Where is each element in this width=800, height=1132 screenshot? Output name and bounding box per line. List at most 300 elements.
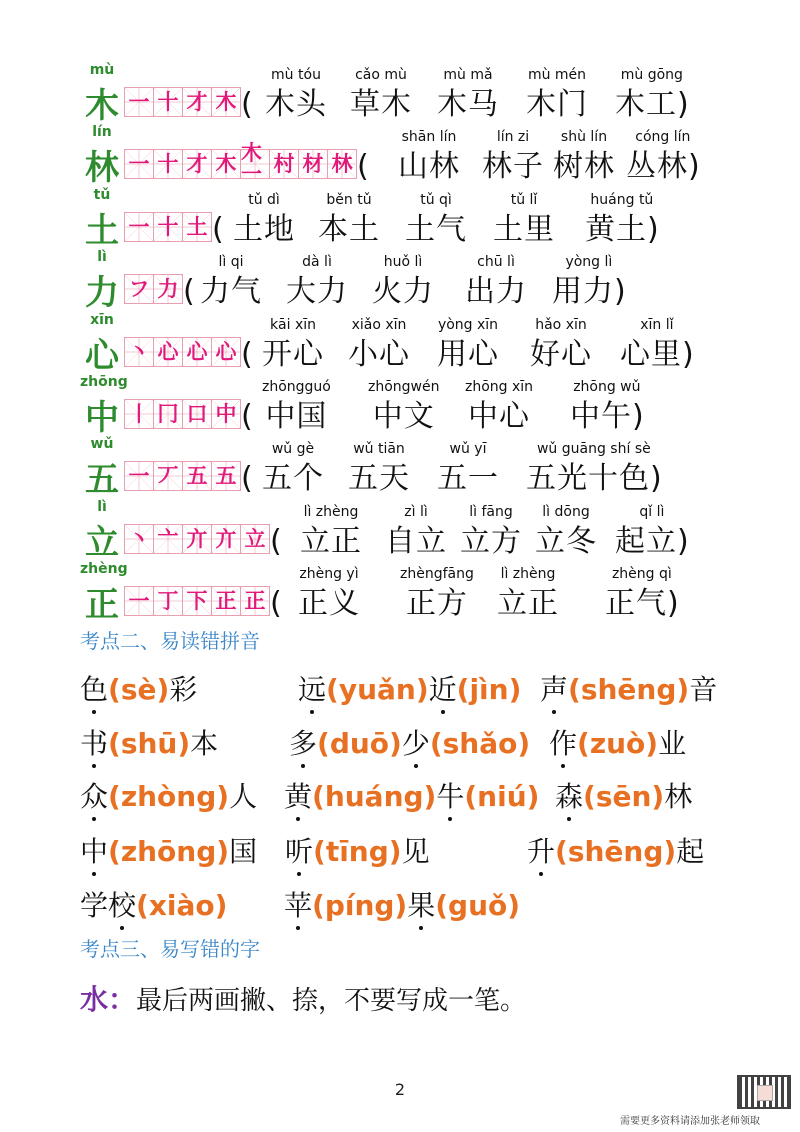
- stroke-step: 心: [186, 339, 208, 364]
- stroke-cell: [182, 586, 212, 616]
- stroke-step: 村: [273, 151, 295, 176]
- pinyin-annotation: (zuò): [577, 727, 659, 760]
- word-entry: [497, 562, 559, 624]
- word-pinyin: kāi xīn: [269, 317, 317, 333]
- pinyin-item: [80, 668, 197, 712]
- word-entry: [615, 500, 689, 562]
- main-char: 心: [85, 336, 119, 376]
- stroke-step: 立: [244, 526, 266, 551]
- word-entry: [286, 250, 348, 312]
- stroke-order-grid: [124, 461, 240, 493]
- word-pinyin: zhōng wǔ: [573, 379, 641, 395]
- word-pinyin: dà lì: [302, 254, 332, 270]
- pinyin-annotation: (shēng): [568, 673, 690, 706]
- word-entry: [437, 437, 499, 499]
- footer-note: 需要更多资料请添加张老师领取: [620, 1116, 760, 1127]
- stroke-step: 材: [302, 151, 324, 176]
- word-pinyin: lì fāng: [469, 504, 513, 520]
- word-pinyin: tǔ qì: [420, 192, 452, 208]
- close-paren: ): [677, 87, 689, 122]
- word-pinyin: huǒ lì: [383, 254, 423, 270]
- word-entry: [265, 63, 327, 125]
- word-hanzi: 起立: [615, 524, 677, 559]
- close-paren: ): [677, 524, 689, 559]
- stroke-step: 口: [186, 401, 208, 426]
- stroke-order-grid: [124, 586, 269, 618]
- main-char: 立: [85, 523, 119, 563]
- word-entry: [385, 500, 447, 562]
- word-hanzi: 立冬: [535, 524, 597, 559]
- word-pinyin: lì zhèng: [500, 566, 556, 582]
- close-paren: ): [667, 586, 679, 621]
- word-hanzi: 五天: [348, 461, 410, 496]
- stroke-cell: [124, 461, 154, 491]
- word-hanzi: 土地: [233, 212, 295, 247]
- paren-wrap: [241, 437, 253, 499]
- pinyin-annotation: (jìn): [456, 673, 522, 706]
- stroke-step: 中: [215, 401, 237, 426]
- word-pinyin: zhèngfāng: [400, 566, 474, 582]
- pinyin-annotation: (huáng): [312, 780, 437, 813]
- word-entry: [318, 188, 380, 250]
- pinyin-item: [285, 830, 430, 874]
- word-pinyin: shān lín: [401, 129, 457, 145]
- stroke-step: 十: [157, 89, 179, 114]
- close-paren: ): [614, 274, 626, 309]
- word-hanzi: 立方: [460, 524, 522, 559]
- word-hanzi: 正方: [405, 586, 468, 621]
- word-entry: [553, 125, 615, 187]
- open-paren: (: [357, 149, 369, 184]
- pinyin-item: [80, 830, 257, 874]
- hanzi: 业: [658, 727, 687, 760]
- hanzi: 见: [401, 835, 430, 868]
- open-paren: (: [241, 399, 253, 434]
- stroke-cell: [153, 87, 183, 117]
- word-entry: [400, 562, 474, 624]
- word-hanzi: 丛林: [626, 149, 688, 184]
- word-pinyin: lì dōng: [542, 504, 590, 520]
- word-entry: [552, 250, 626, 312]
- word-hanzi: 草木: [350, 87, 412, 122]
- word-hanzi: 五光十色: [526, 461, 650, 496]
- stroke-cell: [240, 141, 270, 186]
- hanzi: 苹: [284, 884, 312, 928]
- word-pinyin: yòng lì: [565, 254, 613, 270]
- char-row: [80, 250, 780, 312]
- word-hanzi: 正气: [605, 586, 667, 621]
- stroke-cell: [153, 524, 183, 554]
- word-pinyin: zì lì: [404, 504, 428, 520]
- main-char: 中: [85, 398, 119, 438]
- word-hanzi: 木马: [437, 87, 499, 122]
- stroke-cell: [211, 399, 241, 429]
- pinyin-annotation: (tīng): [313, 835, 402, 868]
- stroke-step: 土: [186, 214, 208, 239]
- word-hanzi: 心里: [620, 337, 682, 372]
- hanzi: 林: [664, 780, 693, 813]
- char-row: [80, 125, 780, 187]
- stroke-cell: [182, 212, 212, 242]
- word-hanzi: 中文: [372, 399, 435, 434]
- stroke-cell: [182, 524, 212, 554]
- pinyin-annotation: (shǎo): [429, 727, 531, 760]
- word-entry: [368, 375, 439, 437]
- stroke-cell: [211, 87, 241, 117]
- stroke-step: 五: [215, 463, 237, 488]
- word-pinyin: wǔ tiān: [353, 441, 405, 457]
- hanzi: 校: [108, 884, 136, 928]
- open-paren: (: [270, 586, 282, 621]
- paren-wrap: [270, 562, 282, 624]
- pinyin-annotation: (niú): [464, 780, 540, 813]
- stroke-order-grid: [124, 337, 240, 369]
- stroke-step: 木一: [241, 141, 262, 186]
- word-entry: [372, 250, 434, 312]
- word-entry: [526, 63, 588, 125]
- qr-code-icon: [737, 1075, 791, 1109]
- word-entry: [348, 437, 410, 499]
- word-hanzi: 林子: [482, 149, 544, 184]
- word-entry: [405, 188, 467, 250]
- stroke-order-grid: [124, 399, 240, 431]
- stroke-order-grid: [124, 141, 356, 186]
- main-char: 土: [85, 211, 119, 251]
- word-entry: [262, 313, 324, 375]
- word-hanzi: 正义: [298, 586, 360, 621]
- stroke-step: 一: [128, 214, 150, 239]
- pinyin-annotation: (yuǎn): [326, 673, 429, 706]
- word-entry: [493, 188, 555, 250]
- pinyin-annotation: (sè): [108, 673, 170, 706]
- stroke-cell: [124, 212, 154, 242]
- hanzi: 近: [429, 668, 457, 712]
- word-hanzi: 本土: [318, 212, 380, 247]
- pinyin-annotation: (píng): [312, 889, 408, 922]
- hanzi: 听: [285, 830, 313, 874]
- stroke-step: 木: [215, 89, 237, 114]
- hanzi: 国: [229, 835, 258, 868]
- char-row: [80, 500, 780, 562]
- pinyin-item: [555, 775, 692, 819]
- word-entry: [262, 375, 331, 437]
- stroke-step: フ: [128, 276, 150, 301]
- word-pinyin: tǔ dì: [248, 192, 280, 208]
- stroke-cell: [211, 524, 241, 554]
- stroke-cell: [182, 399, 212, 429]
- hanzi: 牛: [436, 775, 464, 819]
- stroke-order-grid: [124, 524, 269, 556]
- word-pinyin: xīn lǐ: [640, 317, 674, 333]
- pinyin-item: [540, 668, 717, 712]
- hanzi: 人: [229, 780, 258, 813]
- stroke-cell: [153, 461, 183, 491]
- close-paren: ): [682, 337, 694, 372]
- stroke-cell: [153, 149, 183, 179]
- stroke-cell: [124, 524, 154, 554]
- word-entry: [398, 125, 460, 187]
- word-pinyin: wǔ yī: [449, 441, 487, 457]
- main-char: 正: [85, 585, 119, 625]
- paren-wrap: [241, 63, 253, 125]
- word-pinyin: chū lì: [477, 254, 515, 270]
- char-row: [80, 375, 780, 437]
- main-char-pinyin: zhèng: [80, 561, 128, 577]
- word-entry: [200, 250, 262, 312]
- stroke-step: 正: [215, 588, 237, 613]
- word-hanzi: 木头: [265, 87, 327, 122]
- stroke-step: 心: [215, 339, 237, 364]
- paren-wrap: [241, 375, 253, 437]
- stroke-cell: [124, 337, 154, 367]
- stroke-step: 一: [128, 463, 150, 488]
- word-hanzi: 立正: [300, 524, 362, 559]
- word-pinyin: hǎo xīn: [535, 317, 587, 333]
- stroke-step: 五: [186, 463, 208, 488]
- stroke-step: 一: [128, 151, 150, 176]
- word-entry: [460, 500, 522, 562]
- hanzi: 众: [80, 775, 108, 819]
- word-entry: [570, 375, 644, 437]
- section-title-easy-pinyin: 考点二、易读错拼音: [80, 629, 260, 653]
- stroke-step: 一: [128, 89, 150, 114]
- word-entry: [526, 437, 662, 499]
- pinyin-annotation: (duō): [317, 727, 402, 760]
- stroke-cell: [211, 149, 241, 179]
- stroke-order-grid: [124, 274, 182, 306]
- stroke-cell: [153, 212, 183, 242]
- word-pinyin: lì zhèng: [303, 504, 359, 520]
- stroke-cell: [153, 337, 183, 367]
- note-text: 最后两画撇、捺，不要写成一笔。: [136, 986, 527, 1016]
- word-hanzi: 立正: [497, 586, 559, 621]
- hanzi: 升: [527, 830, 555, 874]
- word-pinyin: zhōngguó: [262, 379, 331, 395]
- stroke-cell: [124, 87, 154, 117]
- open-paren: (: [241, 461, 253, 496]
- word-hanzi: 小心: [348, 337, 410, 372]
- paren-wrap: [270, 500, 282, 562]
- stroke-step: 一: [128, 588, 150, 613]
- word-hanzi: 用力: [552, 274, 614, 309]
- word-hanzi: 大力: [286, 274, 348, 309]
- word-hanzi: 土气: [405, 212, 467, 247]
- word-hanzi: 火力: [372, 274, 434, 309]
- stroke-cell: [124, 149, 154, 179]
- main-char-pinyin: lín: [92, 124, 112, 140]
- pinyin-item: [298, 668, 521, 712]
- word-entry: [300, 500, 362, 562]
- word-pinyin: mù tóu: [271, 67, 321, 83]
- hanzi: 多: [289, 722, 317, 766]
- main-char: 林: [85, 148, 119, 188]
- pinyin-item: [80, 884, 227, 928]
- hanzi: 中: [80, 830, 108, 874]
- char-row: [80, 437, 780, 499]
- stroke-cell: [240, 586, 270, 616]
- word-hanzi: 五一: [437, 461, 499, 496]
- hanzi: 本: [190, 727, 219, 760]
- open-paren: (: [270, 524, 282, 559]
- stroke-step: 亣: [186, 526, 208, 551]
- pinyin-item: [527, 830, 704, 874]
- stroke-step: 才: [186, 151, 208, 176]
- pinyin-annotation: (guǒ): [435, 889, 521, 922]
- stroke-step: 亠: [157, 526, 179, 551]
- word-entry: [233, 188, 295, 250]
- word-entry: [350, 63, 412, 125]
- stroke-cell: [327, 149, 357, 179]
- hanzi: 果: [407, 884, 435, 928]
- stroke-cell: [211, 586, 241, 616]
- stroke-cell: [153, 274, 183, 304]
- paren-wrap: [357, 125, 369, 187]
- word-hanzi: 木工: [615, 87, 677, 122]
- word-pinyin: běn tǔ: [326, 192, 372, 208]
- stroke-step: 丆: [157, 463, 179, 488]
- stroke-step: 丁: [157, 588, 179, 613]
- main-char-pinyin: mù: [89, 62, 115, 78]
- word-hanzi: 开心: [262, 337, 324, 372]
- paren-wrap: [241, 313, 253, 375]
- stroke-step: 十: [157, 214, 179, 239]
- word-pinyin: tǔ lǐ: [510, 192, 538, 208]
- word-hanzi: 中心: [468, 399, 531, 434]
- open-paren: (: [241, 87, 253, 122]
- stroke-step: 丶: [128, 526, 150, 551]
- pinyin-item: [80, 722, 218, 766]
- stroke-cell: [182, 87, 212, 117]
- word-hanzi: 力气: [200, 274, 262, 309]
- close-paren: ): [688, 149, 700, 184]
- stroke-cell: [298, 149, 328, 179]
- word-pinyin: cóng lín: [635, 129, 691, 145]
- main-char-pinyin: lì: [97, 499, 107, 515]
- stroke-step: 才: [186, 89, 208, 114]
- word-hanzi: 木门: [526, 87, 588, 122]
- hanzi: 声: [540, 668, 568, 712]
- stroke-step: 木: [215, 151, 237, 176]
- paren-wrap: [183, 250, 195, 312]
- hanzi: 彩: [169, 673, 198, 706]
- stroke-cell: [269, 149, 299, 179]
- stroke-cell: [153, 399, 183, 429]
- main-char-pinyin: wǔ: [90, 436, 114, 452]
- word-entry: [535, 500, 597, 562]
- hanzi: 起: [676, 835, 705, 868]
- word-pinyin: zhōngwén: [368, 379, 440, 395]
- word-hanzi: 中午: [570, 399, 632, 434]
- main-char: 五: [85, 460, 119, 500]
- stroke-order-grid: [124, 212, 211, 244]
- word-pinyin: cǎo mù: [355, 67, 407, 83]
- stroke-step: 丨: [128, 401, 150, 426]
- word-entry: [262, 437, 324, 499]
- word-pinyin: qǐ lì: [639, 504, 665, 520]
- pinyin-annotation: (zhòng): [108, 780, 230, 813]
- pinyin-item: [80, 775, 257, 819]
- stroke-step: 十: [157, 151, 179, 176]
- stroke-cell: [124, 399, 154, 429]
- pinyin-annotation: (shēng): [555, 835, 677, 868]
- close-paren: ): [647, 212, 659, 247]
- word-entry: [615, 63, 689, 125]
- word-pinyin: shù lín: [560, 129, 608, 145]
- stroke-step: 正: [244, 588, 266, 613]
- word-hanzi: 出力: [465, 274, 527, 309]
- hanzi: 音: [689, 673, 718, 706]
- hanzi: 森: [555, 775, 583, 819]
- section-title-easy-writing: 考点三、易写错的字: [80, 937, 260, 961]
- stroke-step: 亣: [215, 526, 237, 551]
- stroke-step: 丶: [128, 339, 150, 364]
- stroke-step: 心: [157, 339, 179, 364]
- close-paren: ): [632, 399, 644, 434]
- hanzi: 少: [402, 722, 430, 766]
- pinyin-annotation: (sēn): [583, 780, 665, 813]
- word-pinyin: wǔ guāng shí sè: [536, 441, 651, 457]
- word-hanzi: 好心: [530, 337, 592, 372]
- word-hanzi: 用心: [437, 337, 499, 372]
- word-pinyin: wǔ gè: [271, 441, 315, 457]
- pinyin-annotation: (shū): [108, 727, 191, 760]
- stroke-cell: [124, 586, 154, 616]
- close-paren: ): [650, 461, 662, 496]
- char-row: [80, 188, 780, 250]
- word-entry: [482, 125, 544, 187]
- hanzi: 色: [80, 668, 108, 712]
- word-entry: [605, 562, 679, 624]
- stroke-step: 林: [331, 151, 353, 176]
- hanzi: 作: [549, 722, 577, 766]
- stroke-cell: [182, 337, 212, 367]
- stroke-step: 力: [157, 276, 179, 301]
- word-entry: [465, 250, 527, 312]
- main-char-pinyin: tǔ: [93, 187, 111, 203]
- stroke-cell: [182, 461, 212, 491]
- stroke-cell: [211, 337, 241, 367]
- paren-wrap: [212, 188, 224, 250]
- pinyin-item: [284, 884, 520, 928]
- main-char: 木: [85, 86, 119, 126]
- word-pinyin: yòng xīn: [437, 317, 499, 333]
- stroke-step: 下: [186, 588, 208, 613]
- word-hanzi: 自立: [385, 524, 447, 559]
- hanzi: 书: [80, 722, 108, 766]
- word-entry: [437, 313, 499, 375]
- pinyin-annotation: (zhōng): [108, 835, 230, 868]
- stroke-step: 冂: [157, 401, 179, 426]
- stroke-cell: [240, 524, 270, 554]
- word-hanzi: 五个: [262, 461, 324, 496]
- word-entry: [626, 125, 700, 187]
- hanzi: 远: [298, 668, 326, 712]
- word-entry: [437, 63, 499, 125]
- word-entry: [465, 375, 533, 437]
- main-char-pinyin: xīn: [90, 312, 114, 328]
- pinyin-item: [549, 722, 686, 766]
- open-paren: (: [212, 212, 224, 247]
- word-pinyin: zhèng yì: [299, 566, 359, 582]
- note-label: 水：: [80, 983, 137, 1016]
- word-entry: [298, 562, 360, 624]
- word-pinyin: lín zi: [496, 129, 530, 145]
- page-number: 2: [394, 1080, 406, 1099]
- word-entry: [530, 313, 592, 375]
- word-hanzi: 山林: [398, 149, 460, 184]
- word-entry: [348, 313, 410, 375]
- word-pinyin: zhèng qì: [611, 566, 672, 582]
